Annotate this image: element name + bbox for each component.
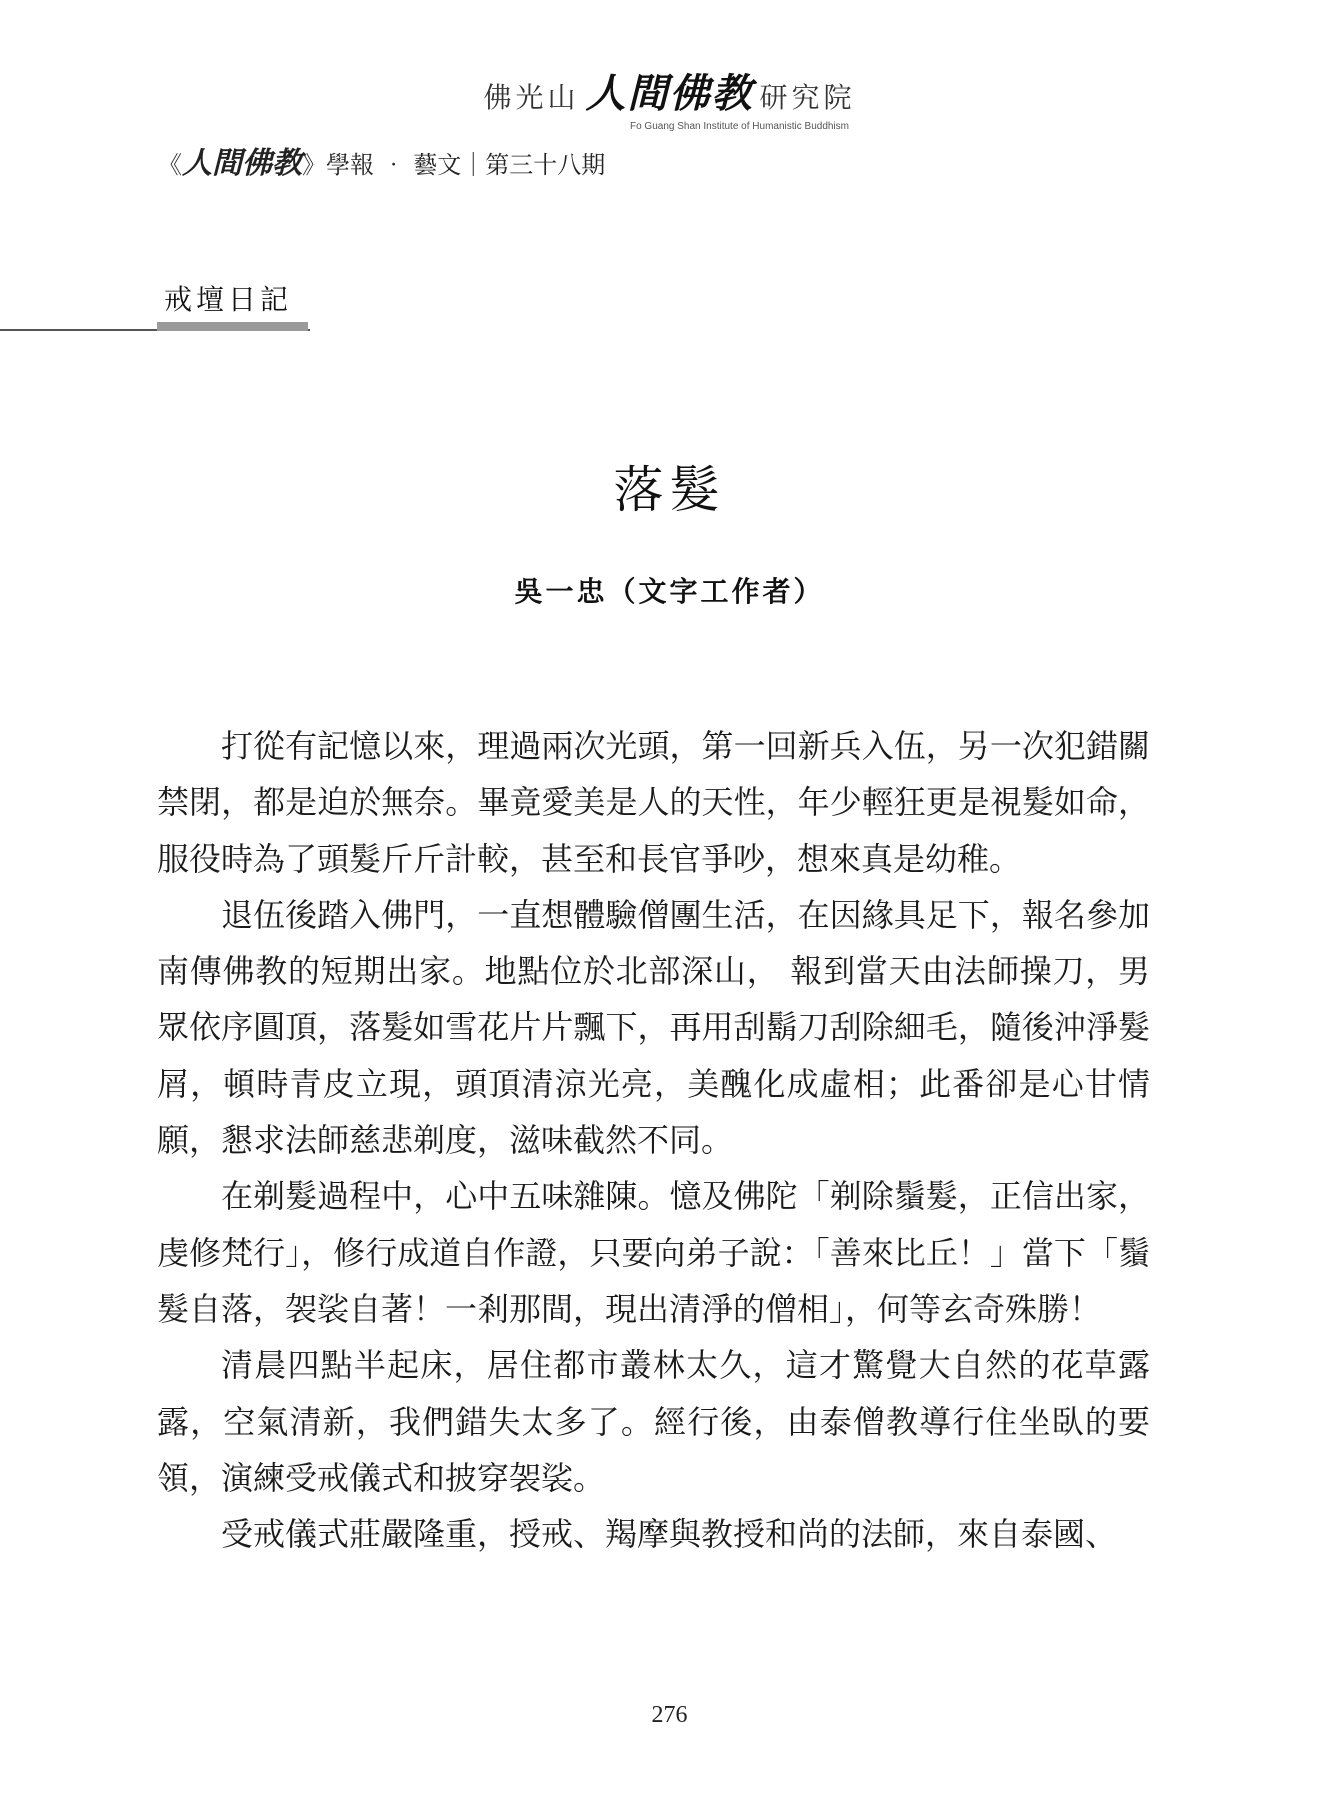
journal-running-header (158, 138, 605, 182)
paragraph: 退伍後踏入佛門，一直想體驗僧團生活，在因緣具足下，報名參加南傳佛教的短期出家。地點位於北部深山， 報到當天由法師操刀，男眾依序圓頂，落髮如雪花片片飄下，再用刮鬍刀刮除細毛，隨後沖淨髮屑，頓時青皮立現，頭頂清涼光亮，美醜化成虛相；此番卻是心甘情願，懇求法師慈悲剃度，滋味截然不同。 (157, 895, 1150, 1160)
institute-english-name: Fo Guang Shan Institute of Humanistic Buddhism (629, 121, 849, 132)
paragraph: 清晨四點半起床，居住都市叢林太久，這才驚覺大自然的花草露露，空氣清新，我們錯失太多了。經行後，由泰僧教導行住坐臥的要領，演練受戒儀式和披穿袈裟。 (157, 1346, 1150, 1497)
article-author: 吳一忠（文字工作者） (514, 575, 825, 608)
institute-header (0, 62, 1339, 132)
institute-name (483, 62, 855, 119)
section-rule-accent (157, 322, 308, 331)
paragraph: 在剃髮過程中，心中五味雜陳。憶及佛陀「剃除鬚髮，正信出家，虔修梵行」，修行成道自作證，只要向弟子說：「善來比丘！」當下「鬚髮自落，袈裟自著！一剎那間，現出清淨的僧相」，何等玄奇殊勝！ (157, 1177, 1150, 1328)
institute-suffix: 研究院 (759, 81, 856, 114)
article-body (157, 718, 1150, 1562)
article-title: 落髮 (613, 461, 726, 519)
journal-brand-logo: 人間佛教 (182, 146, 302, 181)
journal-issue-info: 》學報 ‧ 藝文｜第三十八期 (302, 151, 606, 179)
institute-prefix: 佛光山 (483, 81, 580, 114)
institute-brand-logo: 人間佛教 (585, 71, 754, 117)
journal-open-bracket: 《 (158, 151, 182, 179)
paragraph: 打從有記憶以來，理過兩次光頭，第一回新兵入伍，另一次犯錯關禁閉，都是迫於無奈。畢竟愛美是人的天性，年少輕狂更是視髮如命，服役時為了頭髮斤斤計較，甚至和長官爭吵，想來真是幼稚。 (157, 727, 1150, 878)
page-number: 276 (651, 1702, 688, 1728)
paragraph: 受戒儀式莊嚴隆重，授戒、羯摩與教授和尚的法師，來自泰國、 (221, 1515, 1118, 1554)
section-label: 戒壇日記 (164, 283, 293, 316)
